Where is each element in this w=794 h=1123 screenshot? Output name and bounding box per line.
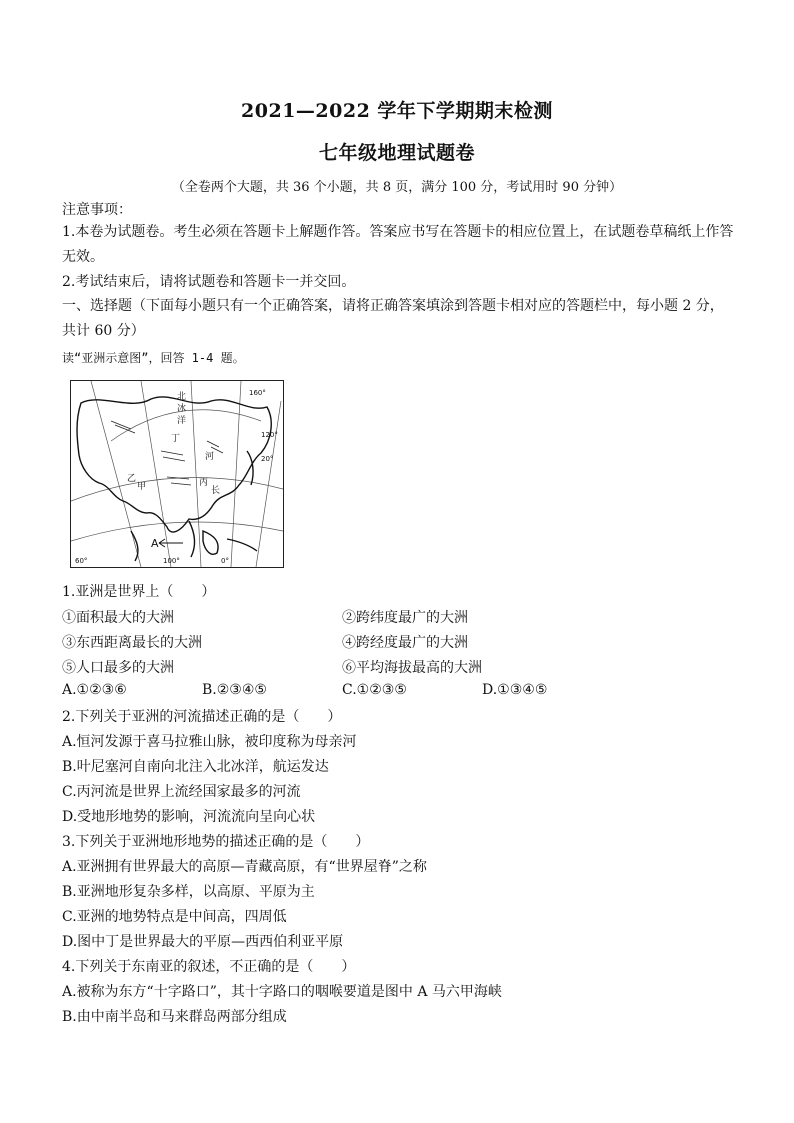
q3-stem: 3.下列关于亚洲地形地势的描述正确的是（ ） (62, 834, 370, 850)
q1-option-d: D.①③④⑤ (482, 682, 548, 698)
map-prompt: 读“亚洲示意图”，回答 1-4 题。 (62, 351, 245, 365)
exam-title: 2021—2022 学年下学期期末检测 (241, 100, 553, 122)
section-1-heading: 一、选择题（下面每小题只有一个正确答案，请将正确答案填涂到答题卡相对应的答题栏中，每小题 2 分，共计 60 分） (62, 298, 724, 339)
q1-item-2: ②跨纬度最广的大洲 (342, 610, 468, 626)
map-label-bing: 丙 (199, 478, 209, 488)
map-label-lon160: 160° (249, 389, 266, 397)
q2-option-b: B.叶尼塞河自南向北注入北冰洋，航运发达 (62, 759, 329, 775)
q4-stem: 4.下列关于东南亚的叙述，不正确的是（ ） (62, 959, 356, 975)
map-label-jia: 甲 (137, 482, 147, 492)
asia-map-svg (71, 381, 283, 567)
q2-option-c: C.丙河流是世界上流经国家最多的河流 (62, 784, 301, 800)
q2-option-d: D.受地形地势的影响，河流流向呈向心状 (62, 809, 316, 825)
notice-item-1: 1.本卷为试题卷。考生必须在答题卡上解题作答。答案应书写在答题卡的相应位置上，在试题卷草稿纸上作答无效。 (62, 224, 734, 265)
q1-item-3: ③东西距离最长的大洲 (62, 635, 202, 651)
q4-option-b: B.由中南半岛和马来群岛两部分组成 (62, 1009, 287, 1025)
map-label-lon60: 60° (75, 557, 88, 565)
asia-map-figure (70, 380, 284, 568)
q1-stem: 1.亚洲是世界上（ ） (62, 584, 216, 600)
map-label-ding: 丁 (171, 434, 181, 444)
map-label-chang: 长 (211, 486, 221, 496)
q1-option-b: B.②③④⑤ (202, 682, 267, 698)
q1-item-4: ④跨经度最广的大洲 (342, 635, 468, 651)
q1-option-a: A.①②③⑥ (62, 682, 127, 698)
map-label-river: 河 (205, 452, 215, 462)
exam-subject-title: 七年级地理试题卷 (318, 142, 475, 164)
q3-option-a: A.亚洲拥有世界最大的高原—青藏高原，有“世界屋脊”之称 (62, 859, 427, 875)
map-label-lat0: 0° (221, 557, 229, 565)
notice-heading: 注意事项： (62, 202, 132, 218)
q2-option-a: A.恒河发源于喜马拉雅山脉，被印度称为母亲河 (62, 734, 357, 750)
q3-option-b: B.亚洲地形复杂多样，以高原、平原为主 (62, 884, 315, 900)
q1-item-1: ①面积最大的大洲 (62, 610, 174, 626)
q2-stem: 2.下列关于亚洲的河流描述正确的是（ ） (62, 709, 342, 725)
q1-item-6: ⑥平均海拔最高的大洲 (342, 660, 482, 676)
map-label-lat20: 20° (261, 455, 274, 463)
q3-option-d: D.图中丁是世界最大的平原—西西伯利亚平原 (62, 934, 344, 950)
notice-item-2: 2.考试结束后，请将试题卷和答题卡一并交回。 (62, 274, 356, 290)
map-label-ocean: 洋 (177, 416, 187, 426)
map-label-north: 北 (177, 392, 187, 402)
map-label-ice: 冰 (177, 404, 187, 414)
q1-item-5: ⑤人口最多的大洲 (62, 660, 174, 676)
q3-option-c: C.亚洲的地势特点是中间高，四周低 (62, 909, 287, 925)
map-label-lon100: 100° (163, 557, 180, 565)
q4-option-a: A.被称为东方“十字路口”，其十字路口的咽喉要道是图中 A 马六甲海峡 (62, 984, 502, 1000)
map-label-yi: 乙 (127, 474, 137, 484)
map-label-lon120: 120° (261, 431, 278, 439)
q1-option-c: C.①②③⑤ (342, 682, 407, 698)
map-label-point-a: A (151, 537, 159, 550)
exam-instructions-summary: （全卷两个大题，共 36 个小题，共 8 页，满分 100 分，考试用时 90 分钟） (171, 180, 623, 195)
